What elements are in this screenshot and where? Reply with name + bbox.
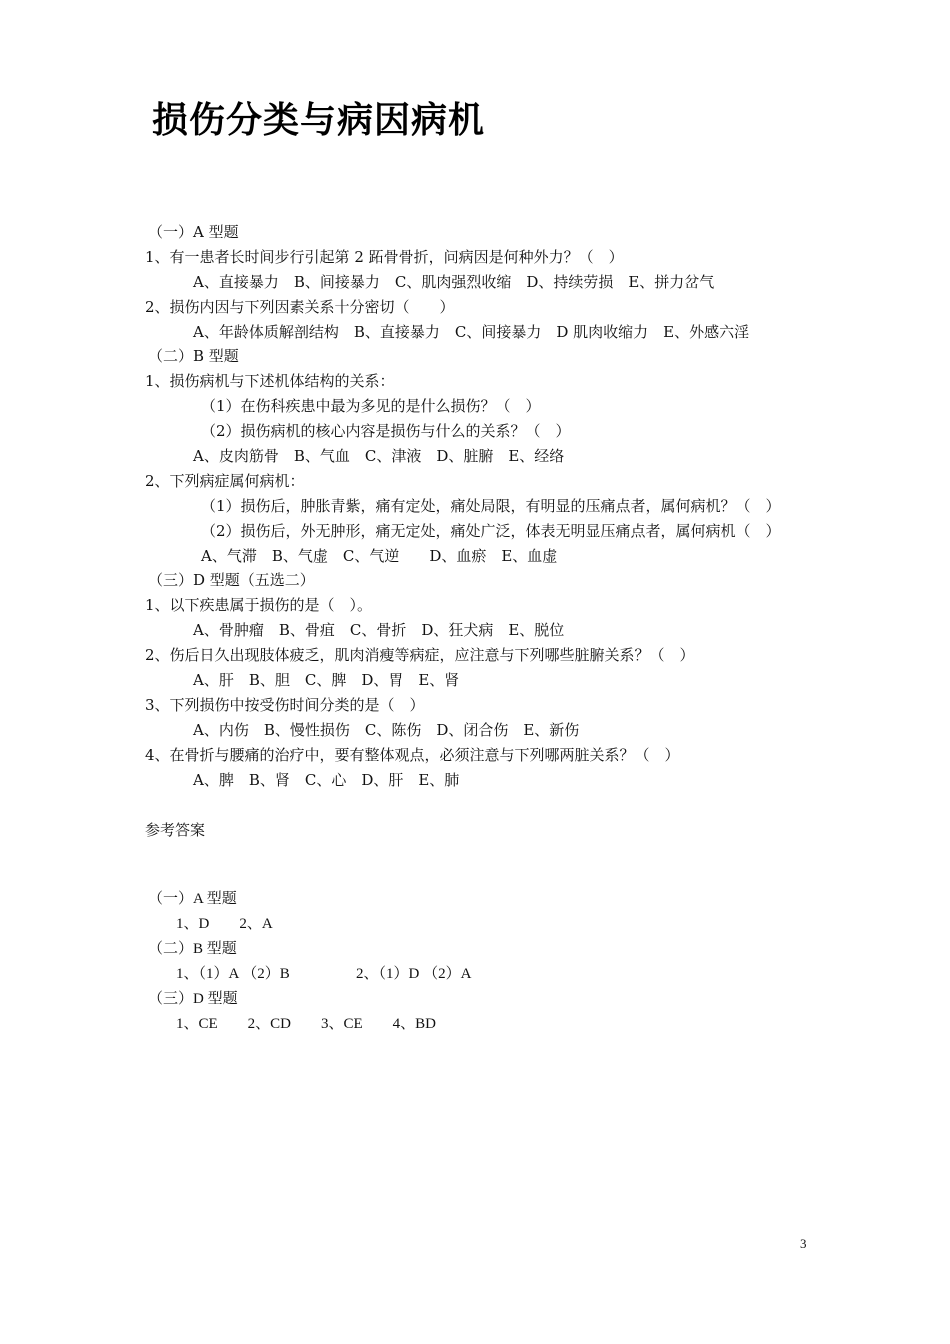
question-d2-options: A、肝 B、胆 C、脾 D、胃 E、肾 (193, 671, 460, 689)
question-d3-options: A、内伤 B、慢性损伤 C、陈伤 D、闭合伤 E、新伤 (193, 721, 580, 739)
question-b2: 2、下列病症属何病机： (145, 472, 305, 490)
section-b-header: （二）B 型题 (148, 347, 239, 365)
question-b1-options: A、皮肉筋骨 B、气血 C、津液 D、脏腑 E、经络 (193, 447, 565, 465)
question-b1: 1、损伤病机与下述机体结构的关系： (145, 372, 395, 390)
question-d1-options: A、骨肿瘤 B、骨疽 C、骨折 D、狂犬病 E、脱位 (193, 621, 565, 639)
answers-section-d: 1、CE 2、CD 3、CE 4、BD (176, 1016, 437, 1032)
section-a-header: （一）A 型题 (148, 223, 239, 241)
answers-section-b-1: 1、（1）A （2）B (176, 966, 290, 982)
question-a1: 1、有一患者长时间步行引起第 2 跖骨骨折，问病因是何种外力？（ ） (145, 248, 624, 266)
answers-section-a-header: （一）A 型题 (148, 891, 237, 907)
question-b1-sub1: （1）在伤科疾患中最为多见的是什么损伤？（ ） (201, 397, 541, 415)
answers-section-a: 1、D 2、A (176, 916, 273, 932)
question-a2-options: A、年龄体质解剖结构 B、直接暴力 C、间接暴力 D 肌肉收缩力 E、外感六淫 (193, 323, 750, 341)
question-d4: 4、在骨折与腰痛的治疗中，要有整体观点，必须注意与下列哪两脏关系？（ ） (145, 746, 680, 764)
question-a1-options: A、直接暴力 B、间接暴力 C、肌肉强烈收缩 D、持续劳损 E、拼力岔气 (193, 273, 715, 291)
question-b2-sub1: （1）损伤后，肿胀青紫，痛有定处，痛处局限，有明显的压痛点者，属何病机？（ ） (201, 497, 781, 515)
question-b2-options: A、气滞 B、气虚 C、气逆 D、血瘀 E、血虚 (201, 547, 558, 565)
question-b2-sub2: （2）损伤后，外无肿形，痛无定处，痛处广泛，体表无明显压痛点者，属何病机（ ） (201, 522, 781, 540)
question-d3: 3、下列损伤中按受伤时间分类的是（ ） (145, 696, 425, 714)
answers-heading: 参考答案 (145, 821, 206, 839)
answers-section-d-header: （三）D 型题 (148, 991, 238, 1007)
answers-section-b-2: 2、（1）D （2）A (356, 966, 472, 982)
section-d-header: （三）D 型题（五选二） (148, 571, 315, 589)
question-a2: 2、损伤内因与下列因素关系十分密切（ ） (145, 298, 455, 316)
question-d1: 1、以下疾患属于损伤的是（ ）。 (145, 596, 373, 614)
question-d2: 2、伤后日久出现肢体疲乏，肌肉消瘦等病症，应注意与下列哪些脏腑关系？（ ） (145, 646, 695, 664)
page-number: 3 (800, 1236, 807, 1251)
question-d4-options: A、脾 B、肾 C、心 D、肝 E、肺 (193, 771, 460, 789)
page-title: 损伤分类与病因病机 (152, 100, 486, 141)
question-b1-sub2: （2）损伤病机的核心内容是损伤与什么的关系？（ ） (201, 422, 571, 440)
answers-section-b-header: （二）B 型题 (148, 941, 237, 957)
